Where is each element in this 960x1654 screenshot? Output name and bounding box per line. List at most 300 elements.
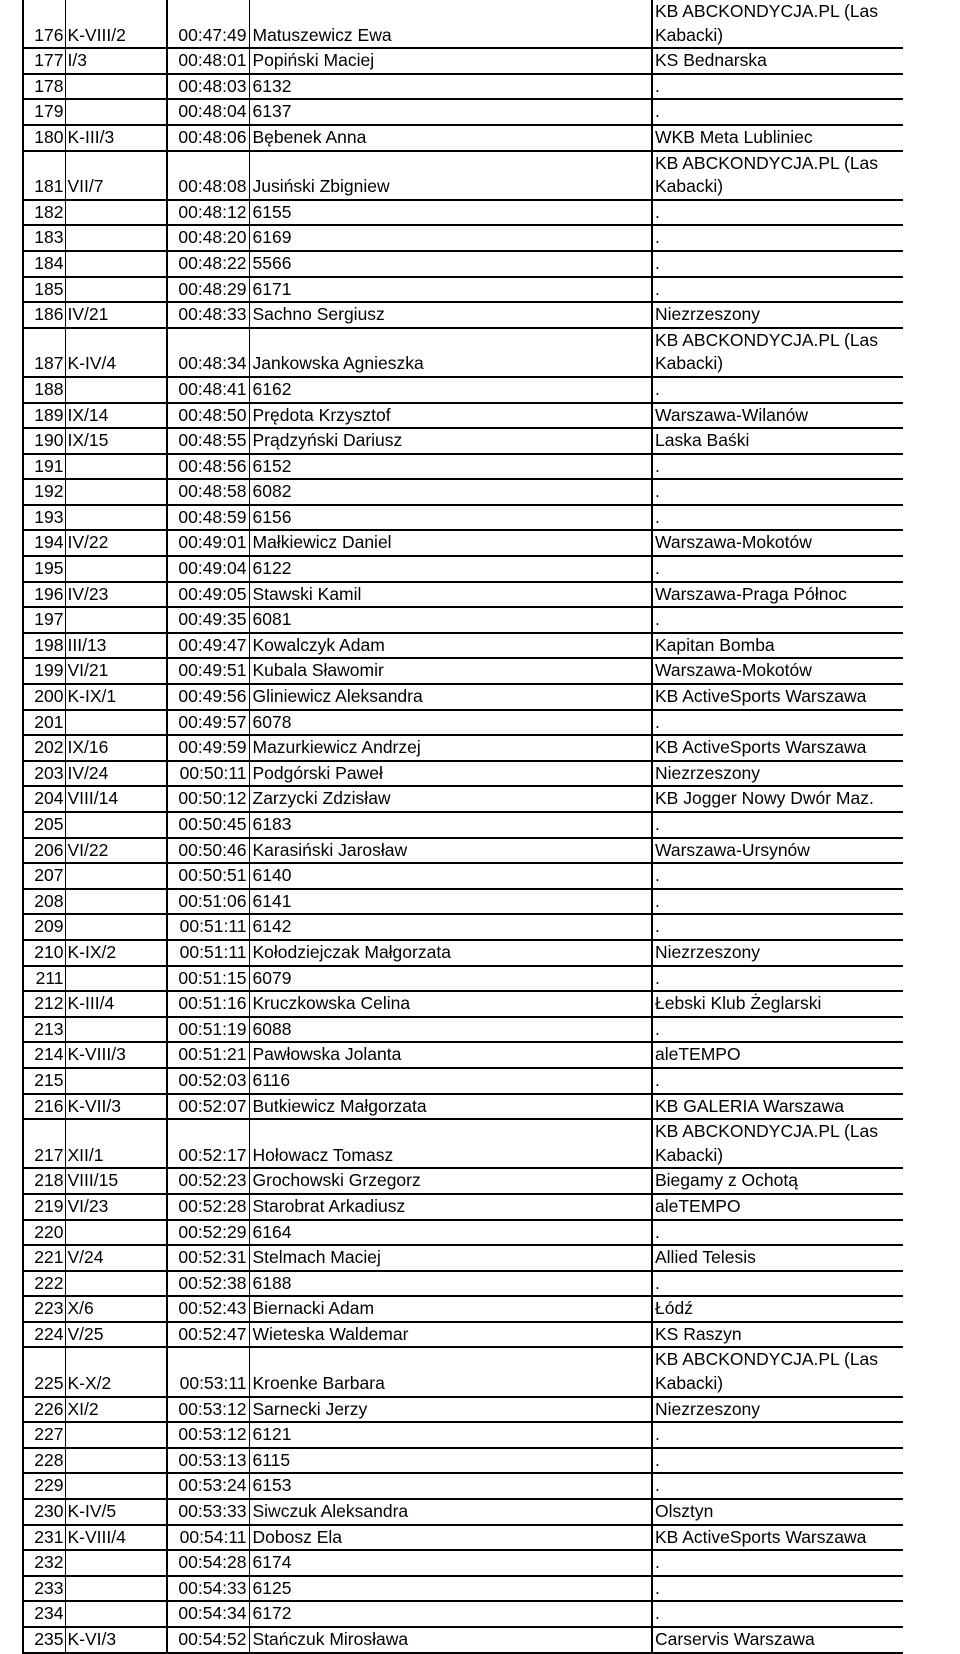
category-cell [65, 377, 167, 403]
time-cell: 00:50:11 [167, 761, 249, 787]
position-cell: 181 [23, 151, 65, 200]
table-row [23, 1576, 903, 1602]
table-row [23, 1397, 903, 1423]
table-row [23, 530, 903, 556]
category-cell [65, 74, 167, 100]
time-cell: 00:50:12 [167, 786, 249, 812]
category-cell [65, 889, 167, 915]
competitor-cell: Małkiewicz Daniel [249, 530, 652, 556]
time-cell: 00:50:51 [167, 863, 249, 889]
table-row [23, 1245, 903, 1271]
position-cell: 218 [23, 1168, 65, 1194]
position-cell: 192 [23, 479, 65, 505]
time-cell: 00:51:16 [167, 991, 249, 1017]
competitor-cell: Kroenke Barbara [249, 1347, 652, 1396]
category-cell [65, 479, 167, 505]
position-cell: 211 [23, 966, 65, 992]
time-cell: 00:48:01 [167, 48, 249, 74]
category-cell [65, 966, 167, 992]
time-cell: 00:48:59 [167, 505, 249, 531]
club-cell: Łebski Klub Żeglarski [652, 991, 903, 1017]
category-cell: IX/14 [65, 403, 167, 429]
category-cell [65, 225, 167, 251]
competitor-cell: Podgórski Paweł [249, 761, 652, 787]
competitor-cell: 6174 [249, 1550, 652, 1576]
competitor-cell: 6164 [249, 1220, 652, 1246]
position-cell: 195 [23, 556, 65, 582]
time-cell: 00:52:43 [167, 1296, 249, 1322]
position-cell: 228 [23, 1448, 65, 1474]
club-cell: KB Jogger Nowy Dwór Maz. [652, 786, 903, 812]
time-cell: 00:51:06 [167, 889, 249, 915]
competitor-cell: Matuszewicz Ewa [249, 0, 652, 48]
table-row [23, 889, 903, 915]
position-cell: 203 [23, 761, 65, 787]
time-cell: 00:48:22 [167, 251, 249, 277]
competitor-cell: Stańczuk Mirosława [249, 1627, 652, 1653]
competitor-cell: 6183 [249, 812, 652, 838]
time-cell: 00:53:24 [167, 1473, 249, 1499]
table-row [23, 125, 903, 151]
club-cell: . [652, 914, 903, 940]
club-cell: . [652, 1550, 903, 1576]
club-cell: KB ABCKONDYCJA.PL (Las Kabacki) [652, 1347, 903, 1396]
position-cell: 197 [23, 607, 65, 633]
time-cell: 00:52:23 [167, 1168, 249, 1194]
club-cell: . [652, 277, 903, 303]
competitor-cell: 6125 [249, 1576, 652, 1602]
time-cell: 00:47:49 [167, 0, 249, 48]
category-cell [65, 99, 167, 125]
category-cell: VII/7 [65, 151, 167, 200]
table-row [23, 914, 903, 940]
category-cell: K-III/4 [65, 991, 167, 1017]
position-cell: 221 [23, 1245, 65, 1271]
competitor-cell: 5566 [249, 251, 652, 277]
competitor-cell: Mazurkiewicz Andrzej [249, 735, 652, 761]
time-cell: 00:52:31 [167, 1245, 249, 1271]
time-cell: 00:49:59 [167, 735, 249, 761]
time-cell: 00:48:58 [167, 479, 249, 505]
time-cell: 00:48:04 [167, 99, 249, 125]
club-cell: . [652, 556, 903, 582]
time-cell: 00:51:19 [167, 1017, 249, 1043]
club-cell: Łódź [652, 1296, 903, 1322]
category-cell: K-VIII/2 [65, 0, 167, 48]
category-cell: VI/21 [65, 658, 167, 684]
time-cell: 00:48:33 [167, 302, 249, 328]
time-cell: 00:48:34 [167, 328, 249, 377]
competitor-cell: Stawski Kamil [249, 582, 652, 608]
category-cell: K-X/2 [65, 1347, 167, 1396]
position-cell: 233 [23, 1576, 65, 1602]
competitor-cell: Kubala Sławomir [249, 658, 652, 684]
category-cell [65, 505, 167, 531]
position-cell: 223 [23, 1296, 65, 1322]
position-cell: 212 [23, 991, 65, 1017]
club-cell: WKB Meta Lubliniec [652, 125, 903, 151]
position-cell: 178 [23, 74, 65, 100]
position-cell: 207 [23, 863, 65, 889]
category-cell [65, 914, 167, 940]
competitor-cell: 6188 [249, 1271, 652, 1297]
category-cell [65, 1550, 167, 1576]
club-cell: . [652, 1576, 903, 1602]
time-cell: 00:52:47 [167, 1322, 249, 1348]
position-cell: 206 [23, 838, 65, 864]
time-cell: 00:48:12 [167, 200, 249, 226]
category-cell: IX/16 [65, 735, 167, 761]
club-cell: KB ABCKONDYCJA.PL (Las Kabacki) [652, 1119, 903, 1168]
position-cell: 177 [23, 48, 65, 74]
time-cell: 00:54:52 [167, 1627, 249, 1653]
table-row [23, 225, 903, 251]
time-cell: 00:48:06 [167, 125, 249, 151]
category-cell [65, 277, 167, 303]
position-cell: 204 [23, 786, 65, 812]
competitor-cell: 6155 [249, 200, 652, 226]
table-row [23, 863, 903, 889]
table-row [23, 505, 903, 531]
position-cell: 216 [23, 1094, 65, 1120]
club-cell: . [652, 812, 903, 838]
competitor-cell: Sachno Sergiusz [249, 302, 652, 328]
category-cell: IV/23 [65, 582, 167, 608]
table-row [23, 1017, 903, 1043]
competitor-cell: Kołodziejczak Małgorzata [249, 940, 652, 966]
category-cell: III/13 [65, 633, 167, 659]
position-cell: 188 [23, 377, 65, 403]
table-row [23, 607, 903, 633]
competitor-cell: Starobrat Arkadiusz [249, 1194, 652, 1220]
category-cell: IX/15 [65, 428, 167, 454]
category-cell: XI/2 [65, 1397, 167, 1423]
competitor-cell: Pawłowska Jolanta [249, 1042, 652, 1068]
time-cell: 00:52:03 [167, 1068, 249, 1094]
time-cell: 00:51:15 [167, 966, 249, 992]
position-cell: 185 [23, 277, 65, 303]
position-cell: 201 [23, 710, 65, 736]
table-row [23, 1473, 903, 1499]
time-cell: 00:48:08 [167, 151, 249, 200]
club-cell: Laska Baśki [652, 428, 903, 454]
club-cell: aleTEMPO [652, 1194, 903, 1220]
table-row [23, 735, 903, 761]
table-row [23, 1220, 903, 1246]
club-cell: Niezrzeszony [652, 940, 903, 966]
table-row [23, 1068, 903, 1094]
position-cell: 194 [23, 530, 65, 556]
club-cell: . [652, 505, 903, 531]
category-cell: XII/1 [65, 1119, 167, 1168]
time-cell: 00:52:17 [167, 1119, 249, 1168]
competitor-cell: Sarnecki Jerzy [249, 1397, 652, 1423]
club-cell: Niezrzeszony [652, 302, 903, 328]
time-cell: 00:54:33 [167, 1576, 249, 1602]
position-cell: 176 [23, 0, 65, 48]
position-cell: 187 [23, 328, 65, 377]
time-cell: 00:52:28 [167, 1194, 249, 1220]
category-cell: K-III/3 [65, 125, 167, 151]
table-row [23, 582, 903, 608]
club-cell: KB ABCKONDYCJA.PL (Las Kabacki) [652, 0, 903, 48]
table-row [23, 1448, 903, 1474]
table-row [23, 151, 903, 200]
club-cell: Allied Telesis [652, 1245, 903, 1271]
position-cell: 183 [23, 225, 65, 251]
club-cell: . [652, 1422, 903, 1448]
time-cell: 00:49:47 [167, 633, 249, 659]
table-row [23, 0, 903, 48]
position-cell: 199 [23, 658, 65, 684]
competitor-cell: Kruczkowska Celina [249, 991, 652, 1017]
table-row [23, 1168, 903, 1194]
table-row [23, 1296, 903, 1322]
club-cell: . [652, 1068, 903, 1094]
table-row [23, 1322, 903, 1348]
time-cell: 00:53:13 [167, 1448, 249, 1474]
category-cell: VIII/15 [65, 1168, 167, 1194]
table-row [23, 251, 903, 277]
category-cell: K-IX/2 [65, 940, 167, 966]
competitor-cell: Popiński Maciej [249, 48, 652, 74]
position-cell: 213 [23, 1017, 65, 1043]
time-cell: 00:53:11 [167, 1347, 249, 1396]
category-cell [65, 812, 167, 838]
position-cell: 220 [23, 1220, 65, 1246]
category-cell: K-VII/3 [65, 1094, 167, 1120]
competitor-cell: 6156 [249, 505, 652, 531]
table-row [23, 710, 903, 736]
club-cell: . [652, 74, 903, 100]
table-row [23, 1347, 903, 1396]
club-cell: . [652, 251, 903, 277]
club-cell: . [652, 1473, 903, 1499]
competitor-cell: 6153 [249, 1473, 652, 1499]
club-cell: . [652, 607, 903, 633]
position-cell: 225 [23, 1347, 65, 1396]
position-cell: 215 [23, 1068, 65, 1094]
table-row [23, 556, 903, 582]
club-cell: . [652, 1601, 903, 1627]
club-cell: KB ActiveSports Warszawa [652, 735, 903, 761]
table-row [23, 761, 903, 787]
time-cell: 00:50:46 [167, 838, 249, 864]
category-cell: IV/21 [65, 302, 167, 328]
club-cell: . [652, 200, 903, 226]
club-cell: Niezrzeszony [652, 761, 903, 787]
competitor-cell: 6082 [249, 479, 652, 505]
table-row [23, 1042, 903, 1068]
time-cell: 00:48:20 [167, 225, 249, 251]
competitor-cell: Gliniewicz Aleksandra [249, 684, 652, 710]
club-cell: KB ABCKONDYCJA.PL (Las Kabacki) [652, 151, 903, 200]
competitor-cell: Grochowski Grzegorz [249, 1168, 652, 1194]
results-table-body [23, 0, 903, 1653]
competitor-cell: 6137 [249, 99, 652, 125]
category-cell [65, 1017, 167, 1043]
club-cell: . [652, 225, 903, 251]
table-row [23, 633, 903, 659]
category-cell [65, 251, 167, 277]
club-cell: . [652, 377, 903, 403]
position-cell: 222 [23, 1271, 65, 1297]
competitor-cell: Prędota Krzysztof [249, 403, 652, 429]
time-cell: 00:51:11 [167, 940, 249, 966]
position-cell: 180 [23, 125, 65, 151]
table-row [23, 1422, 903, 1448]
category-cell: VIII/14 [65, 786, 167, 812]
competitor-cell: Karasiński Jarosław [249, 838, 652, 864]
category-cell: X/6 [65, 1296, 167, 1322]
club-cell: . [652, 1017, 903, 1043]
category-cell: VI/23 [65, 1194, 167, 1220]
category-cell [65, 454, 167, 480]
time-cell: 00:54:34 [167, 1601, 249, 1627]
position-cell: 196 [23, 582, 65, 608]
table-row [23, 991, 903, 1017]
position-cell: 209 [23, 914, 65, 940]
table-row [23, 74, 903, 100]
position-cell: 200 [23, 684, 65, 710]
position-cell: 190 [23, 428, 65, 454]
position-cell: 232 [23, 1550, 65, 1576]
category-cell [65, 200, 167, 226]
table-row [23, 1271, 903, 1297]
category-cell [65, 710, 167, 736]
category-cell [65, 1601, 167, 1627]
club-cell: Warszawa-Wilanów [652, 403, 903, 429]
club-cell: . [652, 454, 903, 480]
time-cell: 00:49:01 [167, 530, 249, 556]
competitor-cell: 6152 [249, 454, 652, 480]
category-cell: I/3 [65, 48, 167, 74]
club-cell: Warszawa-Mokotów [652, 530, 903, 556]
club-cell: KB ActiveSports Warszawa [652, 1525, 903, 1551]
competitor-cell: Wieteska Waldemar [249, 1322, 652, 1348]
table-row [23, 48, 903, 74]
category-cell: VI/22 [65, 838, 167, 864]
category-cell [65, 556, 167, 582]
category-cell: K-VIII/4 [65, 1525, 167, 1551]
table-row [23, 200, 903, 226]
category-cell [65, 1576, 167, 1602]
position-cell: 198 [23, 633, 65, 659]
time-cell: 00:49:04 [167, 556, 249, 582]
time-cell: 00:54:28 [167, 1550, 249, 1576]
competitor-cell: 6162 [249, 377, 652, 403]
table-row [23, 658, 903, 684]
position-cell: 202 [23, 735, 65, 761]
competitor-cell: 6079 [249, 966, 652, 992]
time-cell: 00:52:38 [167, 1271, 249, 1297]
competitor-cell: 6171 [249, 277, 652, 303]
competitor-cell: 6172 [249, 1601, 652, 1627]
club-cell: . [652, 966, 903, 992]
table-row [23, 1499, 903, 1525]
competitor-cell: Jusiński Zbigniew [249, 151, 652, 200]
position-cell: 235 [23, 1627, 65, 1653]
time-cell: 00:49:05 [167, 582, 249, 608]
competitor-cell: 6140 [249, 863, 652, 889]
club-cell: . [652, 99, 903, 125]
club-cell: aleTEMPO [652, 1042, 903, 1068]
category-cell: IV/24 [65, 761, 167, 787]
table-row [23, 403, 903, 429]
club-cell: . [652, 863, 903, 889]
time-cell: 00:53:12 [167, 1397, 249, 1423]
time-cell: 00:52:07 [167, 1094, 249, 1120]
category-cell [65, 1068, 167, 1094]
position-cell: 226 [23, 1397, 65, 1423]
competitor-cell: 6116 [249, 1068, 652, 1094]
club-cell: . [652, 479, 903, 505]
position-cell: 231 [23, 1525, 65, 1551]
time-cell: 00:48:56 [167, 454, 249, 480]
club-cell: KS Raszyn [652, 1322, 903, 1348]
table-row [23, 812, 903, 838]
category-cell: K-IX/1 [65, 684, 167, 710]
position-cell: 179 [23, 99, 65, 125]
club-cell: . [652, 710, 903, 736]
club-cell: Niezrzeszony [652, 1397, 903, 1423]
category-cell: K-IV/4 [65, 328, 167, 377]
category-cell [65, 1473, 167, 1499]
table-row [23, 377, 903, 403]
position-cell: 208 [23, 889, 65, 915]
club-cell: . [652, 1220, 903, 1246]
time-cell: 00:49:57 [167, 710, 249, 736]
time-cell: 00:51:21 [167, 1042, 249, 1068]
table-row [23, 277, 903, 303]
results-table [22, 0, 903, 1654]
competitor-cell: Siwczuk Aleksandra [249, 1499, 652, 1525]
club-cell: KB GALERIA Warszawa [652, 1094, 903, 1120]
position-cell: 230 [23, 1499, 65, 1525]
position-cell: 182 [23, 200, 65, 226]
competitor-cell: 6142 [249, 914, 652, 940]
position-cell: 189 [23, 403, 65, 429]
time-cell: 00:48:03 [167, 74, 249, 100]
club-cell: . [652, 1448, 903, 1474]
competitor-cell: 6078 [249, 710, 652, 736]
club-cell: Kapitan Bomba [652, 633, 903, 659]
position-cell: 227 [23, 1422, 65, 1448]
time-cell: 00:48:55 [167, 428, 249, 454]
competitor-cell: Jankowska Agnieszka [249, 328, 652, 377]
category-cell [65, 607, 167, 633]
table-row [23, 1119, 903, 1168]
table-row [23, 966, 903, 992]
position-cell: 234 [23, 1601, 65, 1627]
competitor-cell: 6132 [249, 74, 652, 100]
table-row [23, 302, 903, 328]
category-cell: V/25 [65, 1322, 167, 1348]
club-cell: KS Bednarska [652, 48, 903, 74]
position-cell: 217 [23, 1119, 65, 1168]
competitor-cell: Biernacki Adam [249, 1296, 652, 1322]
category-cell: K-VIII/3 [65, 1042, 167, 1068]
club-cell: . [652, 1271, 903, 1297]
table-row [23, 479, 903, 505]
time-cell: 00:53:33 [167, 1499, 249, 1525]
category-cell [65, 1422, 167, 1448]
position-cell: 214 [23, 1042, 65, 1068]
table-row [23, 99, 903, 125]
club-cell: Warszawa-Mokotów [652, 658, 903, 684]
time-cell: 00:52:29 [167, 1220, 249, 1246]
club-cell: Warszawa-Ursynów [652, 838, 903, 864]
